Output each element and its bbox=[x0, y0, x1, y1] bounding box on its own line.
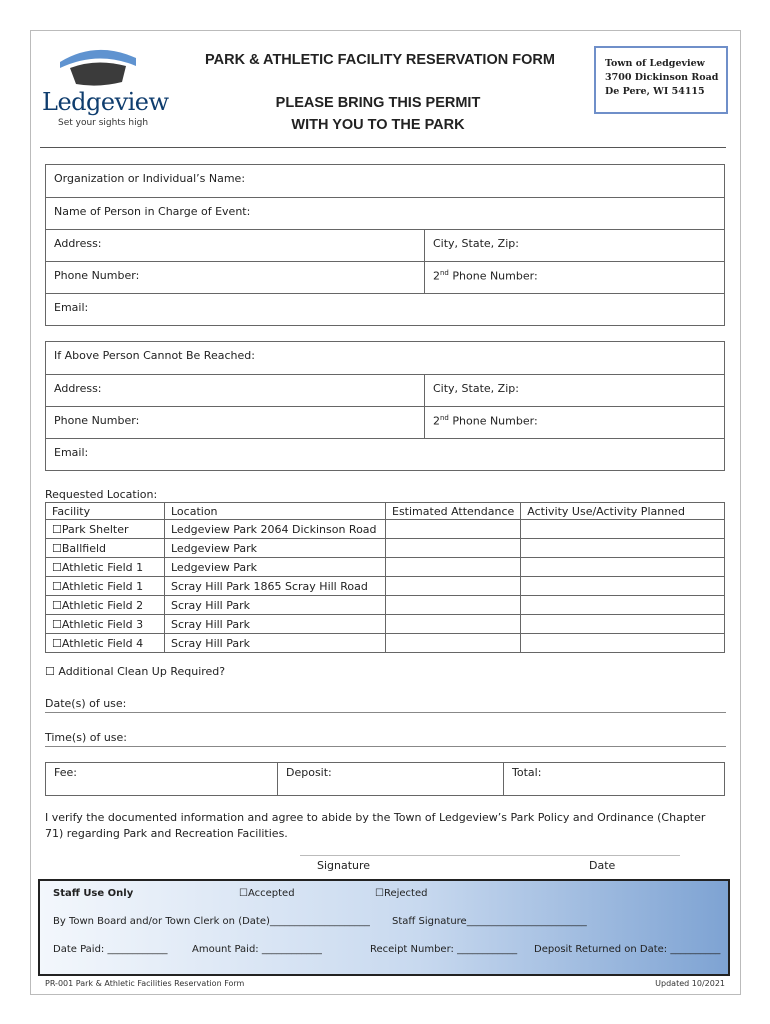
address-line: 3700 Dickinson Road bbox=[605, 72, 719, 83]
email-field: Email: bbox=[54, 301, 89, 314]
city-state-zip-field[interactable]: City, State, Zip: bbox=[424, 230, 527, 261]
address-row bbox=[46, 229, 724, 261]
alt-email-field: Email: bbox=[54, 446, 89, 459]
address-box bbox=[594, 46, 728, 114]
times-of-use-label: Time(s) of use: bbox=[45, 731, 128, 744]
rejected-checkbox[interactable]: ☐Rejected bbox=[375, 888, 428, 899]
form-id-footer: PR-001 Park & Athletic Facilities Reservation Form bbox=[45, 979, 245, 988]
facility-checkbox[interactable]: ☐Athletic Field 2 bbox=[46, 596, 165, 615]
attendance-cell[interactable] bbox=[386, 634, 521, 653]
alt-city-state-zip-field[interactable]: City, State, Zip: bbox=[424, 375, 527, 406]
org-name-label: Organization or Individual’s Name: bbox=[54, 172, 246, 185]
table-row bbox=[46, 596, 725, 615]
total-field[interactable]: Total: bbox=[503, 763, 724, 795]
times-of-use-line[interactable] bbox=[45, 746, 726, 747]
staff-use-title: Staff Use Only bbox=[53, 888, 134, 899]
dates-of-use-line[interactable] bbox=[45, 712, 726, 713]
alternate-contact-section bbox=[45, 341, 725, 471]
facility-checkbox[interactable]: ☐Athletic Field 1 bbox=[46, 577, 165, 596]
updated-footer: Updated 10/2021 bbox=[655, 979, 725, 988]
form-title: PARK & ATHLETIC FACILITY RESERVATION FORM bbox=[205, 52, 555, 68]
header-divider bbox=[40, 147, 726, 148]
fee-box bbox=[45, 762, 725, 796]
location-cell: Ledgeview Park 2064 Dickinson Road bbox=[165, 520, 386, 539]
person-in-charge-row[interactable] bbox=[46, 197, 724, 229]
location-cell: Scray Hill Park 1865 Scray Hill Road bbox=[165, 577, 386, 596]
amount-paid-field[interactable]: Amount Paid: ____________ bbox=[192, 944, 322, 955]
alt-address-field[interactable]: Address: bbox=[54, 382, 102, 395]
dates-of-use-label: Date(s) of use: bbox=[45, 697, 127, 710]
ordinal-suffix: nd bbox=[440, 269, 449, 277]
facility-checkbox[interactable]: ☐Ballfield bbox=[46, 539, 165, 558]
email-row[interactable] bbox=[46, 293, 724, 325]
address-line: De Pere, WI 54115 bbox=[605, 86, 705, 97]
attendance-cell[interactable] bbox=[386, 520, 521, 539]
table-row bbox=[46, 615, 725, 634]
cleanup-checkbox[interactable]: ☐ Additional Clean Up Required? bbox=[45, 665, 226, 678]
attendance-cell[interactable] bbox=[386, 558, 521, 577]
person-in-charge-label: Name of Person in Charge of Event: bbox=[54, 205, 251, 218]
logo-mark-icon bbox=[52, 46, 142, 90]
location-cell: Scray Hill Park bbox=[165, 596, 386, 615]
signature-label: Signature bbox=[317, 859, 371, 872]
subtitle-line-1: PLEASE BRING THIS PERMIT bbox=[275, 95, 481, 111]
location-cell: Scray Hill Park bbox=[165, 615, 386, 634]
date-paid-field[interactable]: Date Paid: ____________ bbox=[53, 944, 168, 955]
signature-line[interactable] bbox=[300, 855, 680, 856]
alternate-header-row[interactable] bbox=[46, 342, 724, 374]
address-field[interactable]: Address: bbox=[54, 237, 102, 250]
phone-field[interactable]: Phone Number: bbox=[54, 269, 140, 282]
column-header: Facility bbox=[46, 503, 165, 520]
logo-wordmark: Ledgeview bbox=[42, 88, 169, 116]
alternate-header-label: If Above Person Cannot Be Reached: bbox=[54, 349, 255, 362]
facility-table-header bbox=[46, 503, 725, 520]
facility-table bbox=[45, 502, 725, 653]
ordinal-suffix: nd bbox=[440, 414, 449, 422]
activity-cell[interactable] bbox=[521, 615, 725, 634]
location-cell: Ledgeview Park bbox=[165, 558, 386, 577]
requested-location-label: Requested Location: bbox=[45, 488, 158, 501]
second-phone-field[interactable] bbox=[424, 262, 546, 293]
alt-phone-field[interactable]: Phone Number: bbox=[54, 414, 140, 427]
facility-checkbox[interactable]: ☐Athletic Field 1 bbox=[46, 558, 165, 577]
subtitle-line-2: WITH YOU TO THE PARK bbox=[291, 117, 465, 133]
ledgeview-logo bbox=[42, 46, 172, 136]
alt-address-row bbox=[46, 374, 724, 406]
org-name-row[interactable] bbox=[46, 165, 724, 197]
facility-checkbox[interactable]: ☐Athletic Field 3 bbox=[46, 615, 165, 634]
alt-email-row[interactable] bbox=[46, 438, 724, 470]
address-line: Town of Ledgeview bbox=[605, 58, 705, 69]
activity-cell[interactable] bbox=[521, 558, 725, 577]
deposit-field[interactable]: Deposit: bbox=[277, 763, 503, 795]
attendance-cell[interactable] bbox=[386, 596, 521, 615]
column-header: Location bbox=[165, 503, 386, 520]
table-row bbox=[46, 539, 725, 558]
staff-use-box bbox=[38, 879, 730, 976]
alt-second-phone-field[interactable] bbox=[424, 407, 546, 438]
logo-tagline: Set your sights high bbox=[58, 118, 149, 128]
contact-section bbox=[45, 164, 725, 326]
deposit-returned-field[interactable]: Deposit Returned on Date: __________ bbox=[534, 944, 721, 955]
form-subtitle bbox=[230, 92, 526, 136]
phone-row bbox=[46, 261, 724, 293]
attendance-cell[interactable] bbox=[386, 539, 521, 558]
alt-phone-row bbox=[46, 406, 724, 438]
second-phone-label: 2 bbox=[433, 269, 440, 283]
table-row bbox=[46, 558, 725, 577]
attendance-cell[interactable] bbox=[386, 577, 521, 596]
board-clerk-date-field[interactable]: By Town Board and/or Town Clerk on (Date)____________________ bbox=[53, 916, 370, 927]
staff-signature-field[interactable]: Staff Signature________________________ bbox=[392, 916, 587, 927]
column-header: Estimated Attendance bbox=[386, 503, 521, 520]
table-row bbox=[46, 577, 725, 596]
second-phone-label-rest: Phone Number: bbox=[448, 414, 538, 428]
verification-statement: I verify the documented information and agree to abide by the Town of Ledgeview’s Park Policy and Ordinance (Chapter 71) regarding Park and Recreation Facilities. bbox=[45, 811, 706, 840]
facility-checkbox[interactable]: ☐Athletic Field 4 bbox=[46, 634, 165, 653]
receipt-number-field[interactable]: Receipt Number: ____________ bbox=[370, 944, 518, 955]
accepted-checkbox[interactable]: ☐Accepted bbox=[239, 888, 295, 899]
location-cell: Scray Hill Park bbox=[165, 634, 386, 653]
location-cell: Ledgeview Park bbox=[165, 539, 386, 558]
table-row bbox=[46, 520, 725, 539]
fee-field[interactable]: Fee: bbox=[54, 766, 77, 779]
facility-checkbox[interactable]: ☐Park Shelter bbox=[46, 520, 165, 539]
second-phone-label-rest: Phone Number: bbox=[448, 269, 538, 283]
second-phone-label: 2 bbox=[433, 414, 440, 428]
date-label: Date bbox=[589, 859, 616, 872]
table-row bbox=[46, 634, 725, 653]
activity-cell[interactable] bbox=[521, 539, 725, 558]
activity-cell[interactable] bbox=[521, 520, 725, 539]
activity-cell[interactable] bbox=[521, 596, 725, 615]
attendance-cell[interactable] bbox=[386, 615, 521, 634]
activity-cell[interactable] bbox=[521, 634, 725, 653]
activity-cell[interactable] bbox=[521, 577, 725, 596]
column-header: Activity Use/Activity Planned bbox=[521, 503, 725, 520]
